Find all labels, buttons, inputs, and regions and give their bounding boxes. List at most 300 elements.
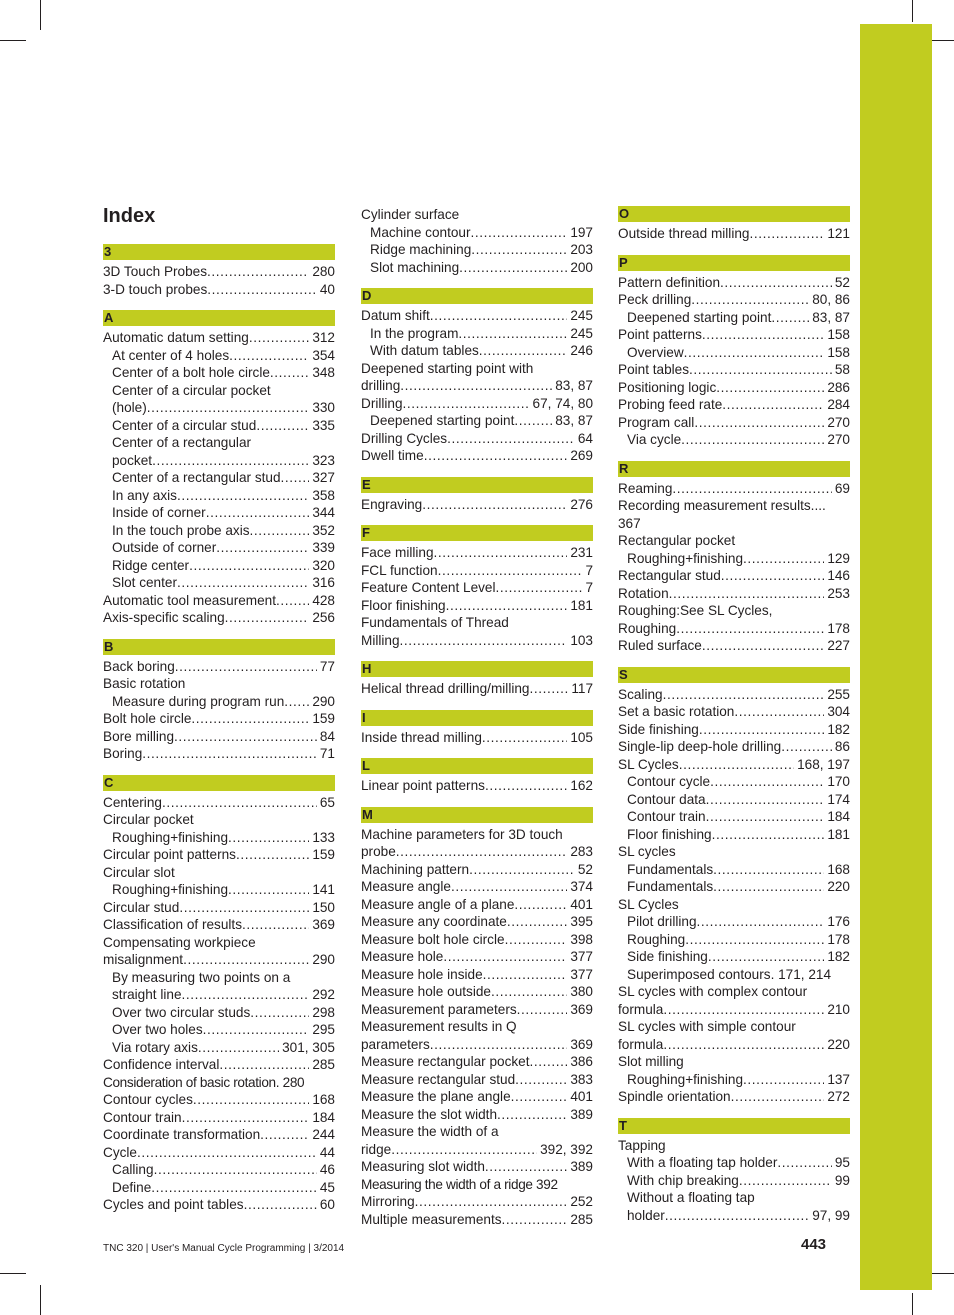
entry-term: Rotation: [618, 585, 669, 601]
index-entry: [361, 447, 593, 465]
index-subentry: [103, 347, 335, 365]
entry-term: Measure rectangular pocket: [361, 1054, 530, 1069]
entry-page-ref: 71: [319, 746, 335, 761]
entry-term: Inside of corner: [112, 505, 206, 520]
dot-leader: [459, 259, 567, 277]
index-entry: [103, 592, 335, 610]
dot-leader: [771, 309, 809, 327]
index-subentry: [103, 522, 335, 540]
entry-term: Contour train: [627, 809, 706, 824]
entry-term: Contour train: [103, 1109, 182, 1125]
entry-term: Measure any coordinate: [361, 914, 507, 929]
index-entry: [103, 899, 335, 917]
entry-term: Deepened starting point: [627, 309, 772, 325]
index-subentry-line: Center of a rectangular: [112, 435, 252, 450]
index-entry: [618, 291, 850, 309]
dot-leader: [676, 620, 824, 638]
index-subentry: [103, 452, 335, 470]
index-subentry: [103, 574, 335, 592]
footer-text: TNC 320 | User's Manual Cycle Programming | 3/2014: [103, 1243, 345, 1254]
index-entry: [103, 1091, 335, 1109]
entry-term: misalignment: [103, 952, 184, 967]
index-entry: [361, 777, 593, 795]
entry-term: Machine contour: [370, 224, 471, 240]
index-subentry: [618, 1172, 850, 1190]
dot-leader: [174, 728, 317, 746]
entry-term: Overview: [627, 344, 684, 360]
entry-page-ref: 231: [570, 545, 593, 560]
index-entry: [361, 680, 593, 698]
entry-page-ref: 312: [312, 330, 335, 345]
entry-term: ridge: [361, 1141, 392, 1157]
entry-page-ref: 369: [570, 1001, 593, 1017]
index-subentry: [361, 224, 593, 242]
index-subentry: [618, 1154, 850, 1172]
index-entry: [361, 896, 593, 914]
index-entry: [103, 1056, 335, 1074]
dot-leader: [191, 710, 309, 728]
dot-leader: [482, 729, 567, 747]
dot-leader: [743, 550, 824, 568]
index-entry-line: Roughing:See SL Cycles,: [618, 603, 773, 618]
index-entry: [618, 585, 850, 603]
dot-leader: [529, 680, 568, 698]
entry-term: Positioning logic: [618, 379, 717, 395]
dot-leader: [162, 794, 317, 812]
entry-page-ref: 316: [312, 575, 335, 590]
index-entry: [361, 966, 593, 984]
entry-page-ref: 295: [312, 1022, 335, 1037]
entry-term: Measure rectangular stud: [361, 1071, 516, 1087]
dot-leader: [434, 544, 568, 562]
entry-page-ref: 83, 87: [555, 378, 593, 393]
entry-page-ref: 330: [312, 400, 335, 415]
index-entry-line: Basic rotation: [103, 676, 186, 691]
dot-leader: [207, 263, 309, 281]
dot-leader: [483, 966, 568, 984]
dot-leader: [710, 773, 824, 791]
entry-page-ref: 335: [312, 417, 335, 433]
index-subentry: [103, 829, 335, 847]
entry-term: parameters: [361, 1036, 430, 1052]
index-subentry: [103, 539, 335, 557]
dot-leader: [485, 1158, 567, 1176]
entry-term: drilling: [361, 378, 401, 393]
entry-term: Ruled surface: [618, 638, 702, 653]
entry-page-ref: 141: [312, 882, 335, 897]
index-entry: [103, 728, 335, 746]
entry-term: Define: [112, 1179, 152, 1195]
entry-term: Drilling: [361, 395, 403, 411]
entry-page-ref: 245: [570, 308, 593, 323]
dot-leader: [242, 916, 309, 934]
entry-page-ref: 383: [570, 1071, 593, 1087]
entry-term: At center of 4 holes: [112, 347, 230, 363]
entry-page-ref: 150: [312, 899, 335, 915]
index-entry: [618, 721, 850, 739]
dot-leader: [699, 721, 824, 739]
chapter-tab: [860, 24, 932, 1290]
dot-leader: [716, 379, 824, 397]
entry-term: Cycle: [103, 1144, 137, 1160]
entry-term: Slot center: [112, 575, 177, 590]
index-subentry: [618, 913, 850, 931]
entry-term: Cycles and point tables: [103, 1197, 244, 1212]
entry-page-ref: 97, 99: [812, 1207, 850, 1223]
index-subentry: [618, 808, 850, 826]
index-entry: [361, 1211, 593, 1229]
dot-leader: [198, 1039, 279, 1057]
entry-page-ref: 284: [827, 397, 850, 412]
index-subentry-line: Center of a circular pocket: [112, 382, 271, 398]
dot-leader: [713, 861, 824, 879]
entry-page-ref: 389: [570, 1159, 593, 1174]
entry-page-ref: 44: [319, 1144, 335, 1160]
entry-page-ref: 83, 87: [555, 413, 593, 428]
index-entry: [618, 414, 850, 432]
index-entry: [618, 620, 850, 638]
dot-leader: [708, 948, 824, 966]
entry-page-ref: 220: [827, 879, 850, 894]
entry-page-ref: 392, 392: [540, 1141, 593, 1157]
entry-page-ref: 252: [570, 1194, 593, 1209]
index-entry: [103, 1109, 335, 1127]
entry-page-ref: 103: [570, 632, 593, 648]
entry-term: Probing feed rate: [618, 397, 723, 412]
index-entry: [361, 496, 593, 514]
entry-term: Measurement parameters: [361, 1001, 517, 1017]
dot-leader: [236, 846, 309, 864]
dot-leader: [514, 896, 567, 914]
entry-page-ref: 146: [827, 568, 850, 583]
dot-leader: [684, 344, 825, 362]
entry-term: Set a basic rotation: [618, 704, 735, 719]
crop-mark: [0, 1273, 26, 1274]
entry-page-ref: 290: [312, 693, 335, 709]
dot-leader: [415, 1193, 568, 1211]
dot-leader: [706, 808, 825, 826]
index-subentry: [103, 417, 335, 435]
dot-leader: [720, 274, 832, 292]
entry-page-ref: 129: [827, 550, 850, 566]
entry-term: In any axis: [112, 487, 177, 503]
entry-term: Pilot drilling: [627, 914, 697, 929]
index-letter-header: F: [361, 525, 593, 541]
entry-term: Peck drilling: [618, 292, 692, 307]
index-entry: [103, 1126, 335, 1144]
entry-term: Circular stud: [103, 899, 180, 915]
dot-leader: [679, 756, 794, 774]
dot-leader: [400, 377, 552, 395]
index-entry: [361, 1071, 593, 1089]
dot-leader: [250, 522, 310, 540]
index-subentry: [618, 791, 850, 809]
entry-term: Bolt hole circle: [103, 711, 192, 726]
index-subentry: [618, 550, 850, 568]
entry-term: Ridge machining: [370, 242, 472, 257]
index-subentry: [103, 1039, 335, 1057]
entry-term: SL Cycles: [618, 756, 679, 772]
index-subentry: [618, 948, 850, 966]
entry-page-ref: 344: [312, 505, 335, 520]
index-letter-header: A: [103, 310, 335, 326]
index-letter-header: D: [361, 288, 593, 304]
entry-page-ref: 168, 197: [797, 756, 850, 772]
dot-leader: [396, 843, 568, 861]
entry-page-ref: 389: [570, 1106, 593, 1122]
entry-page-ref: 210: [827, 1001, 850, 1017]
entry-term: Milling: [361, 632, 400, 648]
dot-leader: [142, 745, 317, 763]
index-letter-header: L: [361, 758, 593, 774]
dot-leader: [777, 1154, 832, 1172]
index-column-2: [361, 206, 593, 1228]
index-entry: [103, 951, 335, 969]
entry-page-ref: 95: [834, 1155, 850, 1170]
index-subentry: [361, 412, 593, 430]
entry-page-ref: 280: [312, 264, 335, 279]
entry-page-ref: 348: [312, 365, 335, 380]
entry-page-ref: 377: [570, 949, 593, 964]
dot-leader: [721, 567, 825, 585]
entry-page-ref: 84: [319, 728, 335, 744]
index-entry: [618, 326, 850, 344]
entry-term: Multiple measurements: [361, 1211, 502, 1227]
entry-page-ref: 65: [319, 794, 335, 810]
dot-leader: [471, 241, 567, 259]
index-entry-line: SL cycles: [618, 844, 676, 859]
entry-page-ref: 60: [319, 1197, 335, 1212]
entry-term: pocket: [112, 452, 153, 468]
dot-leader: [430, 1036, 568, 1054]
dot-leader: [669, 585, 825, 603]
index-entry: [103, 329, 335, 347]
entry-term: Confidence interval: [103, 1057, 220, 1072]
index-entry: [103, 609, 335, 627]
dot-leader: [203, 1021, 310, 1039]
index-subentry: [618, 826, 850, 844]
entry-term: Pattern definition: [618, 274, 721, 290]
entry-term: Roughing+finishing: [112, 882, 229, 897]
entry-page-ref: 137: [827, 1071, 850, 1087]
entry-term: With a floating tap holder: [627, 1155, 778, 1170]
dot-leader: [781, 738, 832, 756]
dot-leader: [689, 361, 832, 379]
entry-term: Measure angle: [361, 879, 451, 894]
dot-leader: [281, 469, 310, 487]
index-entry-line: Fundamentals of Thread: [361, 615, 509, 630]
index-entry: [361, 544, 593, 562]
entry-term: 3D Touch Probes: [103, 264, 208, 279]
dot-leader: [479, 342, 568, 360]
dot-leader: [147, 399, 310, 417]
entry-term: straight line: [112, 987, 182, 1002]
entry-page-ref: 369: [570, 1036, 593, 1052]
entry-page-ref: 64: [577, 430, 593, 446]
index-subentry: [103, 881, 335, 899]
index-subentry: [103, 1004, 335, 1022]
entry-page-ref: 133: [312, 829, 335, 845]
index-subentry: [618, 431, 850, 449]
entry-page-ref: 117: [571, 681, 593, 696]
entry-page-ref: 7: [585, 562, 593, 578]
index-entry-line: SL cycles with complex contour: [618, 984, 808, 999]
index-entry: [361, 913, 593, 931]
dot-leader: [270, 364, 309, 382]
index-entry: [103, 846, 335, 864]
index-letter-header: M: [361, 807, 593, 823]
entry-page-ref: 352: [312, 522, 335, 538]
index-subentry: [103, 504, 335, 522]
entry-page-ref: 159: [312, 711, 335, 726]
dot-leader: [175, 658, 317, 676]
dot-leader: [189, 557, 309, 575]
entry-term: Measure the slot width: [361, 1106, 498, 1122]
index-entry: [361, 1036, 593, 1054]
index-subentry: [618, 1071, 850, 1089]
dot-leader: [681, 431, 824, 449]
dot-leader: [152, 452, 309, 470]
dot-leader: [502, 1211, 568, 1229]
index-column-1: [103, 244, 335, 1214]
entry-term: Classification of results: [103, 917, 243, 932]
index-subentry: [618, 931, 850, 949]
entry-term: Coordinate transformation: [103, 1127, 261, 1142]
entry-page-ref: 327: [312, 470, 335, 485]
entry-term: Outside of corner: [112, 540, 217, 555]
entry-term: Circular point patterns: [103, 847, 236, 862]
entry-term: Drilling Cycles: [361, 430, 448, 446]
index-subentry: [618, 861, 850, 879]
crop-mark: [40, 1285, 41, 1315]
entry-term: With chip breaking: [627, 1172, 739, 1188]
entry-page-ref: 203: [570, 242, 593, 257]
entry-page-ref: 158: [827, 344, 850, 360]
entry-page-ref: 182: [827, 721, 850, 737]
entry-page-ref: 158: [827, 327, 850, 342]
dot-leader: [739, 1172, 832, 1190]
dot-leader: [663, 1036, 824, 1054]
index-letter-header: T: [618, 1118, 850, 1134]
index-entry: [361, 395, 593, 413]
index-entry: [618, 703, 850, 721]
dot-leader: [182, 1109, 310, 1127]
dot-leader: [517, 1001, 568, 1019]
entry-page-ref: 285: [570, 1211, 593, 1227]
entry-term: Roughing: [618, 620, 677, 636]
index-subentry-line: Without a floating tap: [627, 1190, 755, 1205]
entry-term: With datum tables: [370, 343, 479, 358]
dot-leader: [250, 1004, 309, 1022]
entry-term: Contour cycles: [103, 1092, 193, 1107]
entry-page-ref: 181: [827, 826, 850, 842]
dot-leader: [137, 1144, 317, 1162]
index-entry: [361, 597, 593, 615]
dot-leader: [151, 1179, 317, 1197]
index-entry-line: Tapping: [618, 1137, 666, 1153]
index-letter-header: B: [103, 639, 335, 655]
entry-page-ref: 398: [570, 931, 593, 947]
index-entry-line: Cylinder surface: [361, 207, 460, 222]
dot-leader: [706, 791, 825, 809]
dot-leader: [154, 1161, 317, 1179]
index-entry-line: Compensating workpiece: [103, 934, 256, 950]
entry-term: Ridge center: [112, 557, 190, 573]
entry-page-ref: 200: [570, 259, 593, 275]
index-entry: [361, 983, 593, 1001]
entry-page-ref: 162: [570, 778, 593, 793]
entry-page-ref: 168: [312, 1092, 335, 1107]
dot-leader: [663, 1001, 824, 1019]
entry-page-ref: 159: [312, 847, 335, 862]
entry-term: Fundamentals: [627, 879, 714, 894]
entry-term: Spindle orientation: [618, 1089, 731, 1104]
dot-leader: [485, 777, 567, 795]
entry-page-ref: 52: [834, 274, 850, 290]
entry-page-ref: 67, 74, 80: [532, 395, 593, 411]
entry-term: Mirroring: [361, 1194, 415, 1209]
index-entry-line: Consideration of basic rotation. 280: [103, 1074, 305, 1090]
index-entry-line: SL cycles with simple contour: [618, 1019, 796, 1034]
index-entry: [361, 579, 593, 597]
index-subentry: [361, 342, 593, 360]
dot-leader: [712, 826, 825, 844]
index-entry: [103, 916, 335, 934]
entry-term: probe: [361, 844, 396, 859]
entry-term: Measuring slot width: [361, 1159, 485, 1174]
dot-leader: [702, 326, 824, 344]
entry-term: Engraving: [361, 496, 423, 512]
entry-page-ref: 386: [570, 1054, 593, 1069]
index-entry: [618, 225, 850, 243]
dot-leader: [511, 1088, 568, 1106]
dot-leader: [228, 829, 309, 847]
entry-page-ref: 52: [577, 861, 593, 877]
dot-leader: [469, 861, 575, 879]
dot-leader: [743, 1071, 824, 1089]
dot-leader: [496, 579, 583, 597]
dot-leader: [530, 1053, 568, 1071]
index-letter-header: O: [618, 206, 850, 222]
index-entry: [103, 658, 335, 676]
dot-leader: [193, 1091, 309, 1109]
dot-leader: [694, 414, 824, 432]
index-entry-line: Slot milling: [618, 1054, 684, 1069]
index-entry: [618, 567, 850, 585]
entry-page-ref: 58: [834, 362, 850, 377]
entry-page-ref: 369: [312, 917, 335, 932]
dot-leader: [183, 951, 309, 969]
dot-leader: [228, 881, 309, 899]
entry-page-ref: 270: [827, 414, 850, 430]
entry-term: Centering: [103, 794, 162, 810]
dot-leader: [713, 878, 824, 896]
entry-term: Measure bolt hole circle: [361, 931, 505, 947]
dot-leader: [731, 1088, 825, 1106]
entry-page-ref: 220: [827, 1036, 850, 1052]
index-entry: [103, 263, 335, 281]
entry-page-ref: 323: [312, 452, 335, 468]
entry-term: Deepened starting point: [370, 413, 515, 428]
index-entry-line: SL Cycles: [618, 896, 679, 912]
dot-leader: [458, 325, 567, 343]
entry-page-ref: 339: [312, 540, 335, 555]
entry-term: Back boring: [103, 658, 175, 674]
index-entry: [361, 1158, 593, 1176]
index-entry-line: Recording measurement results....: [618, 498, 826, 513]
dot-leader: [734, 703, 824, 721]
index-subentry: [361, 259, 593, 277]
